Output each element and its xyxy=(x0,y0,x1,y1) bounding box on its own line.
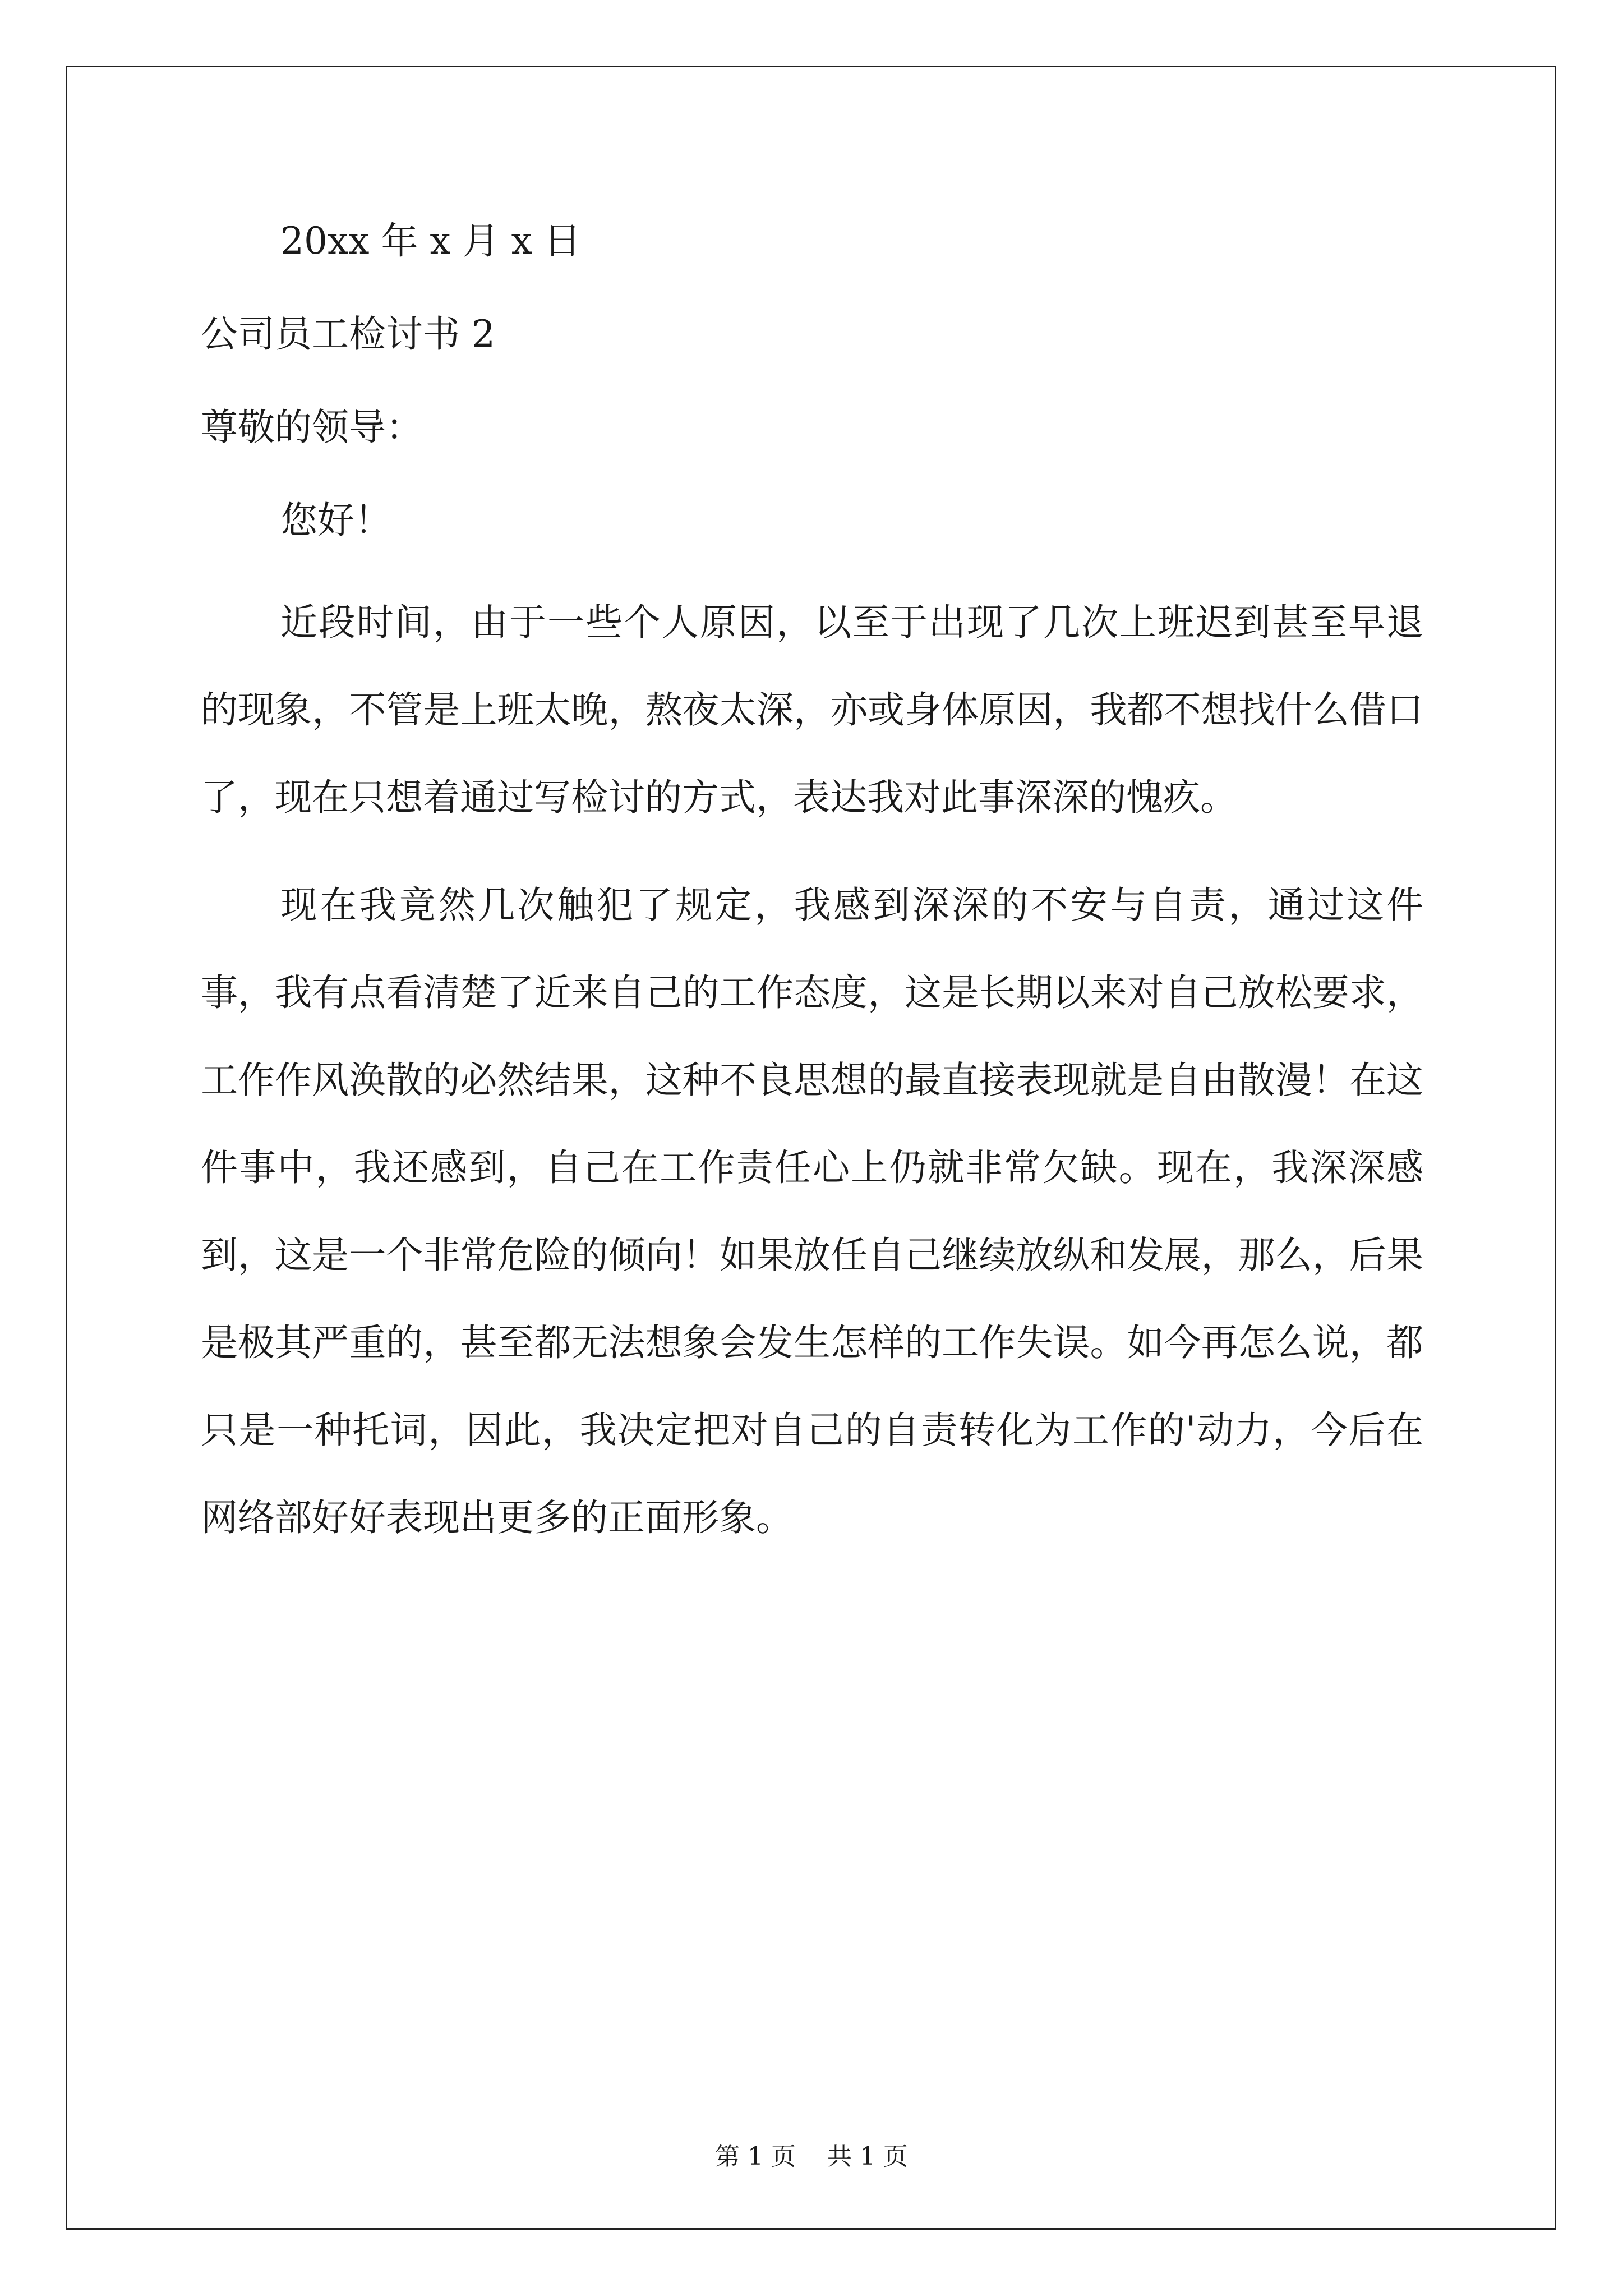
paragraph-1: 近段时间，由于一些个人原因，以至于出现了几次上班迟到甚至早退的现象，不管是上班太晚，熬夜太深，亦或身体原因，我都不想找什么借口了，现在只想着通过写检讨的方式，表达我对此事深深的愧疚。 xyxy=(201,601,1423,819)
salutation: 尊敬的领导： xyxy=(201,406,423,449)
document-body xyxy=(201,208,1423,1562)
greeting: 您好！ xyxy=(280,499,391,542)
paragraph-2: 现在我竟然几次触犯了规定，我感到深深的不安与自责，通过这件事，我有点看清楚了近来自己的工作态度，这是长期以来对自己放松要求，工作作风涣散的必然结果，这种不良思想的最直接表现就是自由散漫！在这件事中，我还感到，自己在工作责任心上仍就非常欠缺。现在，我深深感到，这是一个非常危险的倾向！如果放任自己继续放纵和发展，那么，后果是极其严重的，甚至都无法想象会发生怎样的工作失误。如今再怎么说，都只是一种托词，因此，我决定把对自己的自责转化为工作的'动力，今后在网络部好好表现出更多的正面形象。 xyxy=(201,884,1423,1539)
date-line: 20xx 年 x 月 x 日 xyxy=(280,219,581,263)
page-footer: 第 1 页 共 1 页 xyxy=(715,2142,908,2171)
document-title: 公司员工检讨书 2 xyxy=(201,312,495,356)
